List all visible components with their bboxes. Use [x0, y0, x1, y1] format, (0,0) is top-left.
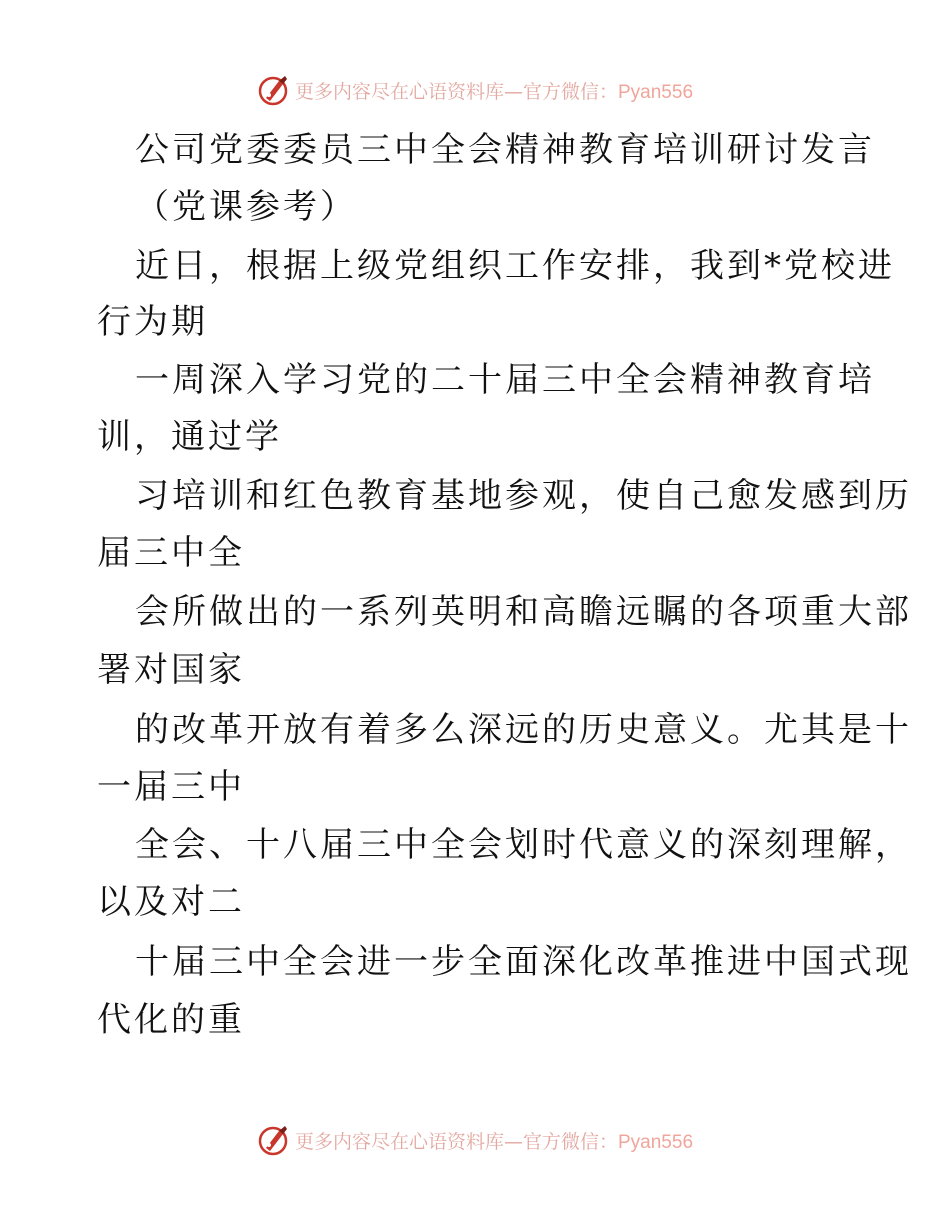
footer-watermark: [0, 1120, 950, 1160]
watermark-id: Pyan556: [618, 1131, 694, 1153]
watermark-suffix: 官方微信：: [522, 1130, 618, 1153]
paragraph-line: 全会、十八届三中全会划时代意义的深刻理解，: [135, 825, 912, 865]
paragraph-line: 署对国家: [97, 650, 245, 690]
watermark-brand: 更多内容尽在心语资料库: [294, 1130, 504, 1153]
pen-logo-icon: [257, 1123, 291, 1157]
watermark-id: Pyan556: [618, 81, 694, 103]
paragraph-line: 以及对二: [97, 882, 245, 922]
watermark-dash: —: [503, 1130, 523, 1153]
watermark-text: [295, 1127, 693, 1154]
paragraph-line: 的改革开放有着多么深远的历史意义。尤其是十: [135, 710, 912, 750]
watermark-brand: 更多内容尽在心语资料库: [294, 80, 504, 103]
paragraph-line: 会所做出的一系列英明和高瞻远瞩的各项重大部: [135, 592, 912, 632]
watermark-text: [295, 77, 693, 104]
paragraph-line: 一周深入学习党的二十届三中全会精神教育培: [135, 360, 875, 400]
watermark-suffix: 官方微信：: [522, 80, 618, 103]
document-title: 公司党委委员三中全会精神教育培训研讨发言: [135, 130, 875, 170]
paragraph-line: 训，通过学: [97, 417, 282, 457]
document-subtitle: （党课参考）: [135, 187, 357, 227]
paragraph-line: 代化的重: [97, 1000, 245, 1040]
watermark-dash: —: [503, 80, 523, 103]
paragraph-line: 届三中全: [97, 533, 245, 573]
paragraph-line: 近日，根据上级党组织工作安排，我到*党校进: [135, 246, 895, 286]
paragraph-line: 习培训和红色教育基地参观，使自己愈发感到历: [135, 476, 912, 516]
header-watermark: [0, 70, 950, 110]
pen-logo-icon: [257, 73, 291, 107]
paragraph-line: 行为期: [97, 302, 208, 342]
paragraph-line: 一届三中: [97, 767, 245, 807]
paragraph-line: 十届三中全会进一步全面深化改革推进中国式现: [135, 942, 912, 982]
